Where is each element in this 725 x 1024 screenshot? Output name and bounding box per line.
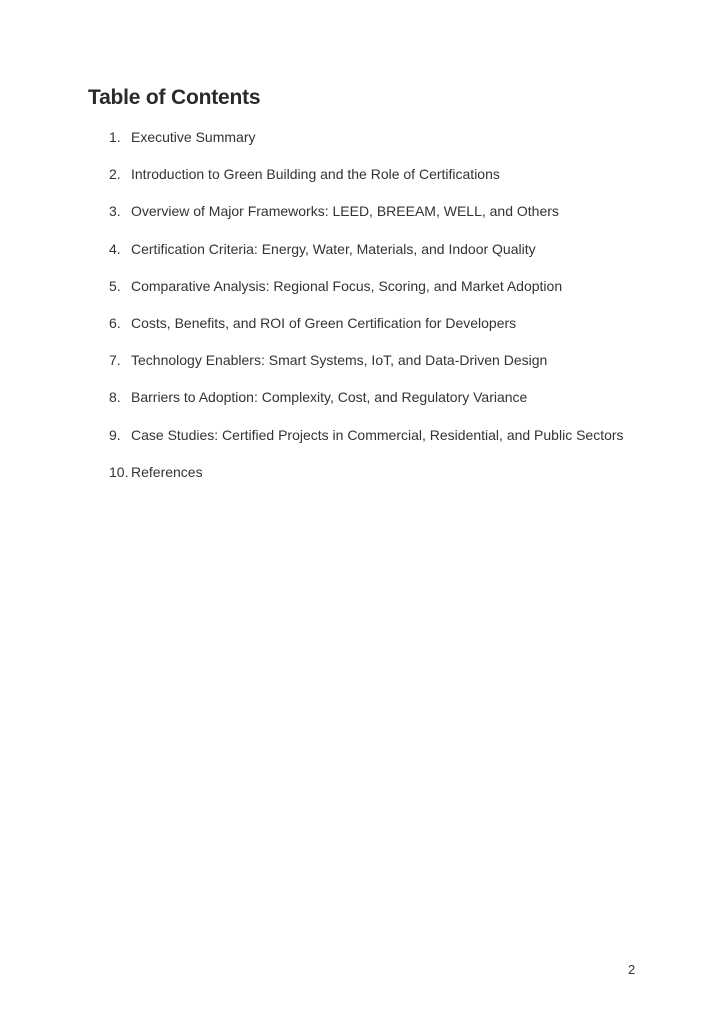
toc-number: 6. [109, 314, 121, 331]
toc-label: Overview of Major Frameworks: LEED, BREEAM, WELL, and Others [131, 203, 559, 220]
page-title: Table of Contents [88, 86, 261, 109]
toc-label: Executive Summary [131, 129, 256, 145]
toc-item[interactable] [109, 315, 624, 352]
toc-label: Costs, Benefits, and ROI of Green Certification for Developers [131, 314, 517, 331]
toc-label: Case Studies: Certified Projects in Commercial, Residential, and Public Sectors [131, 426, 624, 443]
toc-number: 10. [109, 463, 129, 480]
toc-number: 2. [109, 166, 121, 183]
toc-number: 4. [109, 240, 121, 257]
table-of-contents [109, 129, 624, 501]
toc-label: Barriers to Adoption: Complexity, Cost, and Regulatory Variance [131, 389, 528, 406]
toc-item[interactable] [109, 352, 624, 389]
toc-item[interactable] [109, 129, 624, 166]
toc-label: Introduction to Green Building and the Role of Certifications [131, 166, 500, 183]
toc-number: 3. [109, 203, 121, 220]
toc-label: Technology Enablers: Smart Systems, IoT, and Data-Driven Design [131, 352, 548, 369]
toc-number: 7. [109, 352, 121, 369]
toc-item[interactable] [109, 278, 624, 315]
page-number: 2 [628, 962, 636, 977]
toc-number: 9. [109, 426, 121, 443]
toc-label: Certification Criteria: Energy, Water, Materials, and Indoor Quality [131, 240, 536, 257]
toc-item[interactable] [109, 389, 624, 426]
toc-item[interactable] [109, 241, 624, 278]
toc-item[interactable] [109, 166, 624, 203]
toc-item[interactable] [109, 427, 624, 464]
toc-label: Comparative Analysis: Regional Focus, Scoring, and Market Adoption [131, 277, 563, 294]
toc-label: References [131, 463, 203, 480]
toc-item[interactable] [109, 464, 624, 501]
toc-item[interactable] [109, 203, 624, 240]
toc-number: 1. [109, 129, 121, 145]
toc-number: 8. [109, 389, 121, 406]
toc-number: 5. [109, 277, 121, 294]
